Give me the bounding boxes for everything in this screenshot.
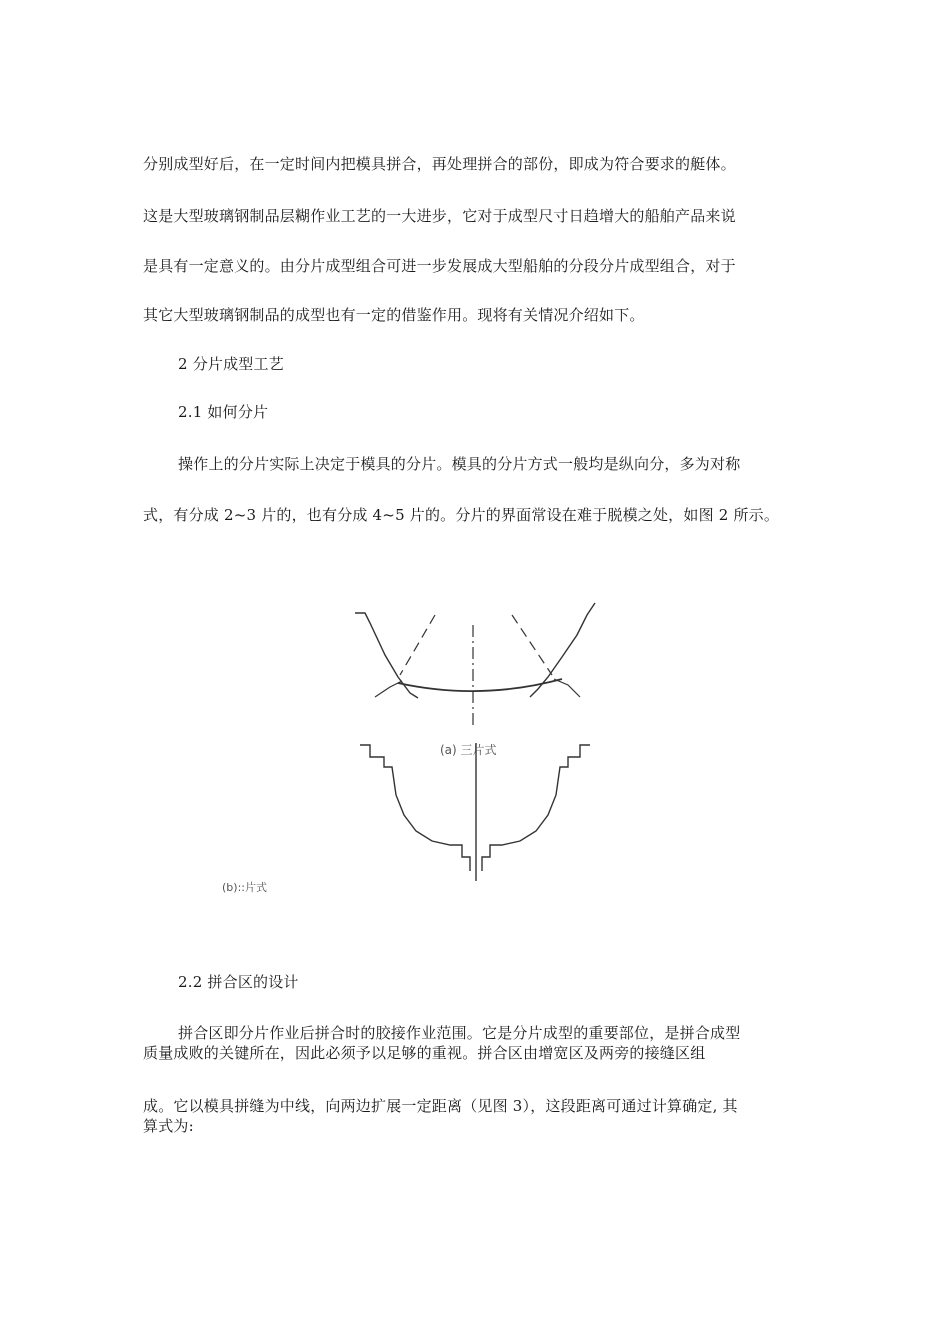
body-line-4: 其它大型玻璃钢制品的成型也有一定的借鉴作用。现将有关情况介绍如下。 xyxy=(143,306,645,324)
para-2-2-line-2: 质量成败的关键所在，因此必须予以足够的重视。拼合区由增宽区及两旁的接缝区组 xyxy=(143,1044,706,1062)
figure-caption-b: (b)::片式 xyxy=(222,881,267,894)
body-line-2: 这是大型玻璃钢制品层糊作业工艺的一大进步，它对于成型尺寸日趋增大的船舶产品来说 xyxy=(143,207,736,225)
section-heading-2-1: 2.1 如何分片 xyxy=(178,403,269,421)
body-line-1: 分别成型好后，在一定时间内把模具拼合，再处理拼合的部份，即成为符合要求的艇体。 xyxy=(143,155,736,173)
section-heading-2-2: 2.2 拼合区的设计 xyxy=(178,973,299,991)
para-2-2-line-1: 拼合区即分片作业后拼合时的胶接作业范围。它是分片成型的重要部位，是拼合成型 xyxy=(178,1024,741,1042)
para-2-1-line-1: 操作上的分片实际上决定于模具的分片。模具的分片方式一般均是纵向分，多为对称 xyxy=(178,455,741,473)
section-heading-2: 2 分片成型工艺 xyxy=(178,355,284,373)
para-2-1-line-2: 式，有分成 2~3 片的，也有分成 4~5 片的。分片的界面常设在难于脱模之处，如图 2 所示。 xyxy=(143,506,780,524)
body-line-3: 是具有一定意义的。由分片成型组合可进一步发展成大型船舶的分段分片成型组合，对于 xyxy=(143,257,736,275)
figure-2 xyxy=(340,595,610,895)
para-2-2-line-3: 成。它以模具拼缝为中线，向两边扩展一定距离（见图 3），这段距离可通过计算确定, 其 xyxy=(143,1097,738,1115)
para-2-2-line-4: 算式为: xyxy=(143,1117,194,1135)
figure-caption-a: (a) 三片式 xyxy=(440,743,497,757)
